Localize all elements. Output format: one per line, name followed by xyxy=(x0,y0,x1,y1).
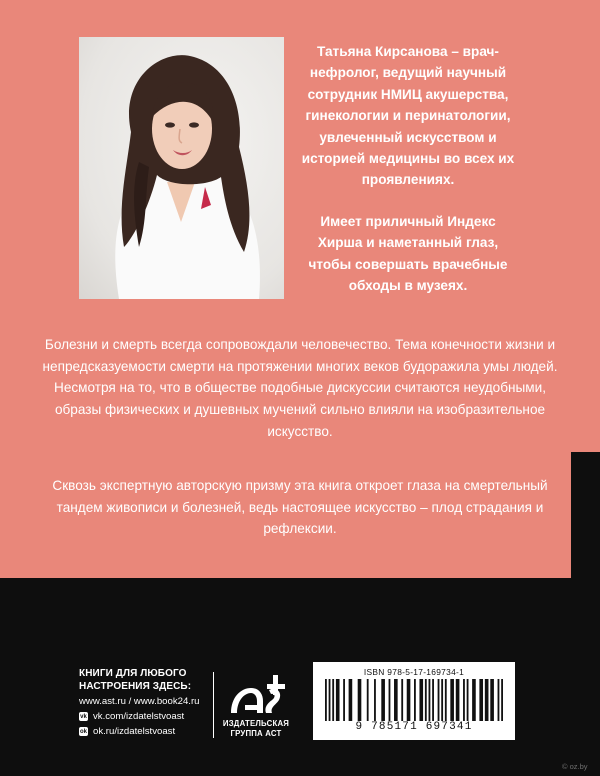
barcode-bar xyxy=(358,679,362,721)
barcode-bar xyxy=(501,679,503,721)
barcode-bar xyxy=(479,679,483,721)
right-black-bar xyxy=(571,452,600,578)
barcode-bar xyxy=(381,679,385,721)
publisher-name xyxy=(220,719,292,739)
publisher-name-line-2: ГРУППА АСТ xyxy=(230,729,282,738)
barcode-bar xyxy=(394,679,398,721)
footer-divider xyxy=(213,672,214,738)
barcode-bar xyxy=(445,679,447,721)
barcode-bar xyxy=(419,679,423,721)
barcode-bar xyxy=(450,679,454,721)
barcode-panel xyxy=(313,662,515,740)
barcode-bar xyxy=(467,679,469,721)
promo-vk-row xyxy=(79,710,219,723)
barcode-bar xyxy=(389,679,391,721)
author-photo xyxy=(79,37,284,299)
blurb-paragraph-2: Сквозь экспертную авторскую призму эта книга откроет глаза на смертельный тандем живописи и болезней, ведь настоящее искусство – плод страдания и рефлексии. xyxy=(52,478,548,537)
barcode-bar xyxy=(401,679,403,721)
barcode-bar xyxy=(429,679,431,721)
barcode-bar xyxy=(425,679,427,721)
promo-ok-link[interactable]: ok.ru/izdatelstvoast xyxy=(93,726,176,737)
barcode-bar xyxy=(498,679,500,721)
author-bio-paragraph-2: Имеет приличный Индекс Хирша и наметанный глаз, чтобы совершать врачебные обходы в музеях. xyxy=(308,213,508,294)
publisher-name-line-1: ИЗДАТЕЛЬСКАЯ xyxy=(222,719,290,728)
barcode-bar xyxy=(329,679,331,721)
promo-vk-link[interactable]: vk.com/izdatelstvoast xyxy=(93,711,185,722)
barcode-bar xyxy=(349,679,353,721)
barcode-bar xyxy=(472,679,476,721)
barcode-bar xyxy=(485,679,489,721)
author-bio xyxy=(300,41,516,296)
barcode-digits: 9 785171 697341 xyxy=(355,721,473,733)
barcode-bar xyxy=(332,679,334,721)
barcode-bar xyxy=(343,679,345,721)
promo-title-line-2: НАСТРОЕНИЯ ЗДЕСЬ: xyxy=(79,680,192,692)
barcode-bar xyxy=(407,679,411,721)
promo-block xyxy=(79,668,219,738)
barcode-bar xyxy=(490,679,494,721)
barcode-bar xyxy=(463,679,465,721)
barcode-bar xyxy=(432,679,434,721)
barcode-bar xyxy=(374,679,376,721)
ok-icon: ok xyxy=(79,728,87,735)
barcode-graphic xyxy=(325,679,503,721)
isbn-label: ISBN 978-5-17-169734-1 xyxy=(363,667,465,677)
promo-ok-row xyxy=(79,725,219,738)
barcode-bar xyxy=(367,679,369,721)
barcode-bar xyxy=(336,679,340,721)
barcode-bar xyxy=(441,679,443,721)
barcode-bar xyxy=(414,679,416,721)
promo-sites-row xyxy=(79,695,219,708)
watermark: © oz.by xyxy=(562,762,588,771)
author-bio-paragraph-1: Татьяна Кирсанова – врач-нефролог, ведущий научный сотрудник НМИЦ акушерства, гинекологии и перинатологии, увлеченный искусством и историей медицины во всех их проявлениях. xyxy=(301,44,515,188)
vk-icon: vk xyxy=(80,713,87,720)
promo-title-line-1: КНИГИ ДЛЯ ЛЮБОГО xyxy=(79,668,187,679)
promo-sites-link[interactable]: www.ast.ru / www.book24.ru xyxy=(79,696,200,707)
blurb-paragraph-1: Болезни и смерть всегда сопровождали человечество. Тема конечности жизни и непредсказуемости смерти на протяжении многих веков будоражила умы людей. Несмотря на то, что в обществе подобные дискуссии считаются неудобными, образы физических и душевных мучений сильно влияли на изобразительное искусство. xyxy=(42,337,558,439)
barcode-bar xyxy=(325,679,327,721)
barcode-bar xyxy=(456,679,460,721)
barcode-bar xyxy=(438,679,440,721)
